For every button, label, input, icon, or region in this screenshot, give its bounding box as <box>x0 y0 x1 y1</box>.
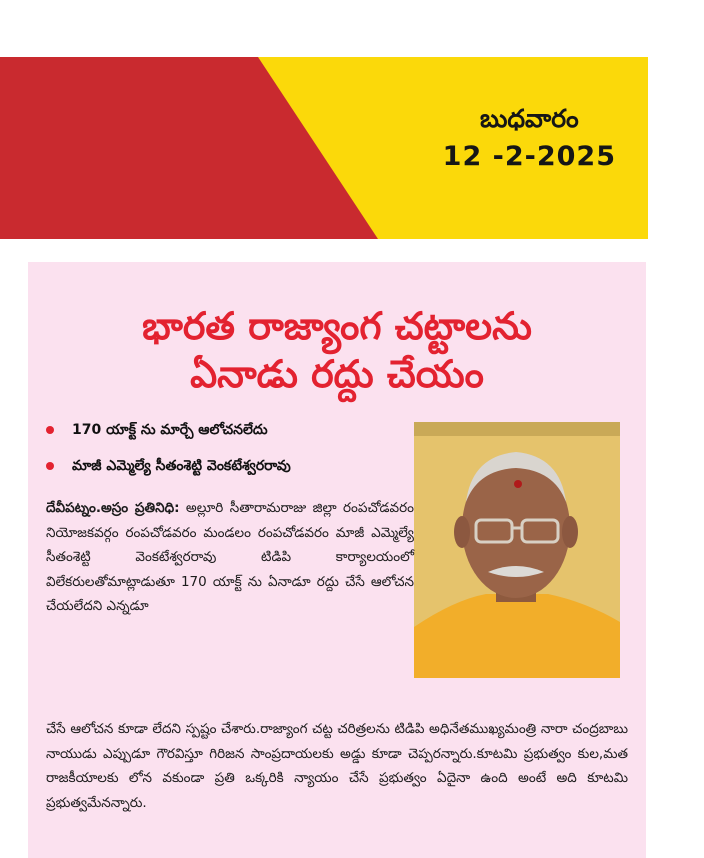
bullet-text: 170 యాక్ట్ ను మార్చే ఆలోచనలేదు <box>72 422 268 438</box>
headline-line-2: ఏనాడు రద్దు చేయం <box>190 352 484 396</box>
bullet-dot-icon <box>46 462 54 470</box>
headline <box>28 302 646 398</box>
weekday: బుధవారం <box>479 104 579 133</box>
news-article <box>28 262 646 858</box>
byline: దేవీపట్నం.అస్రం ప్రతినిధి: <box>46 500 180 516</box>
date-banner <box>0 57 648 239</box>
bullet-list <box>46 418 406 490</box>
bullet-item <box>46 418 406 454</box>
article-body-intro <box>46 496 414 619</box>
article-body-continued: చేసే ఆలోచన కూడా లేదని స్పష్టం చేశారు.రాజ్యాంగ చట్ట చరిత్రలను టిడిపి అధినేతముఖ్యమంత్రి నారా చంద్రబాబు నాయుడు ఎప్పుడూ గౌరవిస్తూ గిరిజన సాంప్రదాయలకు అడ్డు కూడా చెప్పరన్నారు.కూటమి ప్రభుత్వం కుల,మత రాజకీయాలకు లోన వకుండా ప్రతి ఒక్కరికి న్యాయం చేసే ప్రభుత్వం ఏదైనా ఉంది అంటే అది కూటమి ప్రభుత్వమేనన్నారు. <box>46 721 628 811</box>
headline-line-1: భారత రాజ్యాంగ చట్టాలను <box>142 304 532 348</box>
portrait-photo <box>414 422 620 678</box>
bullet-text: మాజీ ఎమ్మెల్యే సీతంశెట్టి వెంకటేశ్వరరావు <box>72 458 291 474</box>
bullet-item <box>46 454 406 490</box>
date-block <box>443 101 616 177</box>
body-text-top: అల్లూరి సీతారామరాజు జిల్లా రంపచోడవరం నియోజకవర్గం రంపచోడవరం మండలం రంపచోడవరం మాజీ ఎమ్మెల్యే సీతంశెట్టి వెంకటేశ్వరరావు టిడిపి కార్యాలయంలో విలేకరులతోమాట్లాడుతూ 170 యాక్ట్ ను ఏనాడూ రద్దు చేసే ఆలోచన చేయలేదని ఎన్నడూ <box>46 500 414 614</box>
bullet-dot-icon <box>46 426 54 434</box>
date: 12 -2-2025 <box>442 141 616 172</box>
